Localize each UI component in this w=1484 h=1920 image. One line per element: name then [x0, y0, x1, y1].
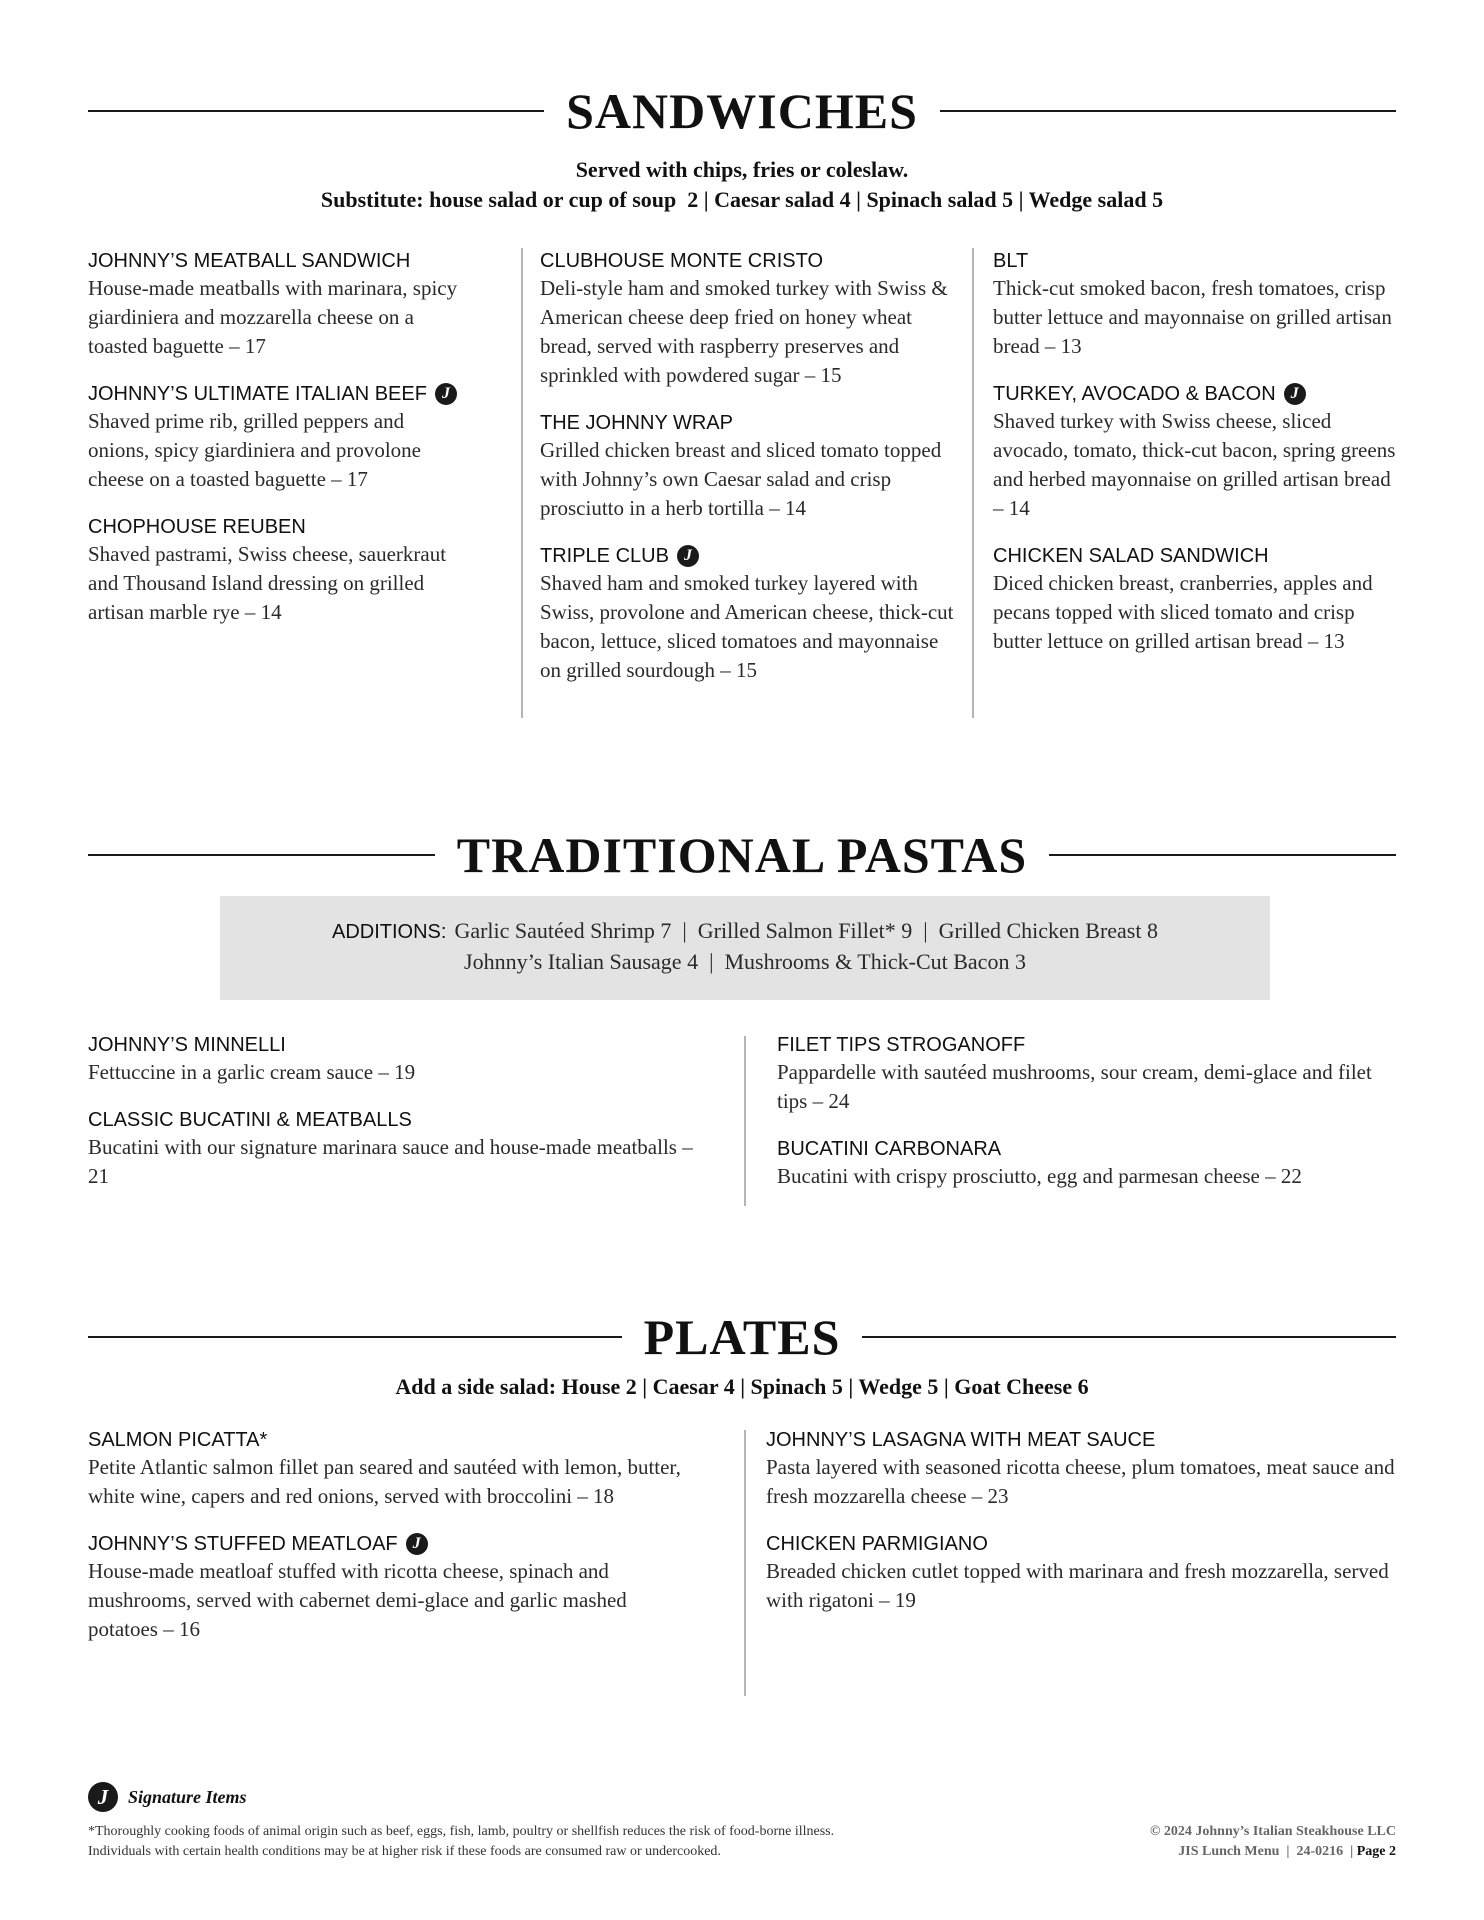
menu-item-name [88, 1107, 708, 1133]
additions-line-1 [220, 916, 1270, 947]
menu-item [777, 1032, 1397, 1116]
disclaimer-line-1: *Thoroughly cooking foods of animal origin such as beef, eggs, fish, lamb, poultry or shellfish reduces the risk of food-borne illness. [88, 1824, 835, 1839]
signature-icon [406, 1533, 428, 1555]
menu-item-name-text: JOHNNY’S ULTIMATE ITALIAN BEEF [88, 383, 427, 405]
section-title-pastas: TRADITIONAL PASTAS [456, 827, 1028, 883]
signature-label: Signature Items [128, 1786, 247, 1807]
menu-item-name-text: FILET TIPS STROGANOFF [777, 1034, 1026, 1056]
additions-text-2: Johnny’s Italian Sausage 4 | Mushrooms & Thick-Cut Bacon 3 [464, 949, 1026, 974]
menu-item-description: Bucatini with our signature marinara sauce and house-made meatballs – 21 [88, 1135, 693, 1188]
plates-col-2 [766, 1427, 1406, 1635]
plates-header [88, 1309, 1396, 1365]
section-title-plates: PLATES [643, 1309, 841, 1365]
signature-icon [435, 383, 457, 405]
menu-item-name [88, 1427, 698, 1453]
menu-item-description: Grilled chicken breast and sliced tomato topped with Johnny’s own Caesar salad and crisp prosciutto in a herb tortilla – 14 [540, 438, 942, 520]
menu-item-name [540, 410, 960, 436]
menu-item [88, 248, 468, 361]
column-divider [744, 1430, 746, 1696]
menu-item-name [777, 1136, 1397, 1162]
menu-item-name [88, 1032, 708, 1058]
menu-item [88, 1427, 698, 1511]
menu-item-name [88, 248, 468, 274]
menu-item-name-text: TRIPLE CLUB [540, 545, 669, 567]
menu-item-description: Shaved turkey with Swiss cheese, sliced avocado, tomato, thick-cut bacon, spring greens and herbed mayonnaise on grilled artisan bread – 14 [993, 409, 1396, 520]
menu-item-name-text: CHOPHOUSE REUBEN [88, 516, 306, 538]
menu-item [993, 543, 1403, 656]
menu-item-name [993, 248, 1403, 274]
menu-item [88, 514, 468, 627]
section-title-sandwiches: SANDWICHES [566, 83, 918, 139]
signature-icon [677, 545, 699, 567]
menu-item-name-text: JOHNNY’S LASAGNA WITH MEAT SAUCE [766, 1429, 1156, 1451]
plates-col-1 [88, 1427, 698, 1664]
signature-icon [88, 1782, 118, 1812]
additions-label: ADDITIONS: [332, 921, 447, 943]
column-divider [521, 248, 523, 718]
menu-item-name [88, 1531, 698, 1557]
menu-item [766, 1427, 1406, 1511]
menu-item-description: Deli-style ham and smoked turkey with Swiss & American cheese deep fried on honey wheat bread, served with raspberry preserves and sprinkled with powdered sugar – 15 [540, 276, 948, 387]
sandwiches-subtitle [88, 155, 1396, 215]
menu-item [88, 381, 468, 494]
menu-item-name [766, 1531, 1406, 1557]
menu-item-description: Shaved prime rib, grilled peppers and onions, spicy giardiniera and provolone cheese on a toasted baguette – 17 [88, 409, 422, 491]
menu-item-name-text: THE JOHNNY WRAP [540, 412, 733, 434]
menu-item-description: Diced chicken breast, cranberries, apples and pecans topped with sliced tomato and crisp butter lettuce on grilled artisan bread – 13 [993, 571, 1373, 653]
page-number: Page 2 [1356, 1844, 1396, 1859]
menu-item-description: House-made meatloaf stuffed with ricotta cheese, spinach and mushrooms, served with cabernet demi-glace and garlic mashed potatoes – 16 [88, 1559, 627, 1641]
menu-item-description: Petite Atlantic salmon fillet pan seared and sautéed with lemon, butter, white wine, capers and red onions, served with broccolini – 18 [88, 1455, 681, 1508]
header-rule-right [1049, 854, 1396, 856]
menu-item-name [88, 514, 468, 540]
header-rule-right [862, 1336, 1396, 1338]
header-rule-left [88, 854, 435, 856]
menu-item-description: Fettuccine in a garlic cream sauce – 19 [88, 1060, 416, 1084]
menu-item-name [993, 543, 1403, 569]
menu-item-name-text: CLUBHOUSE MONTE CRISTO [540, 250, 823, 272]
pastas-col-2 [777, 1032, 1397, 1211]
substitute-note: Substitute: house salad or cup of soup 2 | Caesar salad 4 | Spinach salad 5 | Wedge salad 5 [320, 187, 1164, 212]
menu-item-name [88, 381, 468, 407]
menu-item [766, 1531, 1406, 1615]
column-divider [744, 1036, 746, 1206]
menu-item-name-text: JOHNNY’S MEATBALL SANDWICH [88, 250, 411, 272]
menu-item [88, 1032, 708, 1087]
copyright-block [1150, 1822, 1396, 1862]
menu-item [993, 381, 1403, 523]
menu-item-name-text: BUCATINI CARBONARA [777, 1138, 1002, 1160]
menu-item-name [540, 543, 960, 569]
menu-code: JIS Lunch Menu | 24-0216 | [1178, 1844, 1357, 1859]
sandwiches-col-1 [88, 248, 468, 647]
additions-box [220, 896, 1270, 1000]
menu-item [88, 1107, 708, 1191]
menu-info [1150, 1842, 1396, 1862]
menu-item-name-text: BLT [993, 250, 1029, 272]
menu-item-name-text: JOHNNY’S STUFFED MEATLOAF [88, 1533, 398, 1555]
menu-item-name-text: JOHNNY’S MINNELLI [88, 1034, 286, 1056]
menu-item-name-text: SALMON PICATTA* [88, 1429, 268, 1451]
additions-text-1: Garlic Sautéed Shrimp 7 | Grilled Salmon Fillet* 9 | Grilled Chicken Breast 8 [454, 918, 1158, 943]
header-rule-left [88, 1336, 622, 1338]
pastas-col-1 [88, 1032, 708, 1211]
menu-item-name-text: CLASSIC BUCATINI & MEATBALLS [88, 1109, 412, 1131]
header-rule-right [940, 110, 1396, 112]
side-salad-note: Add a side salad: House 2 | Caesar 4 | Spinach 5 | Wedge 5 | Goat Cheese 6 [395, 1374, 1089, 1399]
menu-item-name-text: CHICKEN PARMIGIANO [766, 1533, 988, 1555]
menu-item-description: Shaved ham and smoked turkey layered with Swiss, provolone and American cheese, thick-cut bacon, lettuce, sliced tomatoes and mayonnaise on grilled sourdough – 15 [540, 571, 954, 682]
menu-item-name [777, 1032, 1397, 1058]
menu-item [540, 543, 960, 685]
column-divider [972, 248, 974, 718]
disclaimer-line-2: Individuals with certain health conditions may be at higher risk if these foods are consumed raw or undercooked. [88, 1844, 721, 1859]
menu-item-name [540, 248, 960, 274]
menu-item-description: Thick-cut smoked bacon, fresh tomatoes, crisp butter lettuce and mayonnaise on grilled artisan bread – 13 [993, 276, 1392, 358]
sandwiches-col-2 [540, 248, 960, 705]
sides-note: Served with chips, fries or coleslaw. [575, 157, 909, 182]
menu-item [540, 248, 960, 390]
menu-item-description: Pappardelle with sautéed mushrooms, sour cream, demi-glace and filet tips – 24 [777, 1060, 1372, 1113]
sandwiches-header [88, 83, 1396, 139]
food-safety-disclaimer [88, 1822, 1048, 1862]
menu-item-description: House-made meatballs with marinara, spicy giardiniera and mozzarella cheese on a toasted baguette – 17 [88, 276, 458, 358]
pastas-header [88, 827, 1396, 883]
menu-item [993, 248, 1403, 361]
menu-item-description: Bucatini with crispy prosciutto, egg and parmesan cheese – 22 [777, 1164, 1302, 1188]
signature-icon [1284, 383, 1306, 405]
header-rule-left [88, 110, 544, 112]
menu-item [540, 410, 960, 523]
menu-item-name-text: CHICKEN SALAD SANDWICH [993, 545, 1269, 567]
menu-item-name [993, 381, 1403, 407]
menu-item-name-text: TURKEY, AVOCADO & BACON [993, 383, 1276, 405]
menu-item-description: Breaded chicken cutlet topped with marinara and fresh mozzarella, served with rigatoni – 19 [766, 1559, 1389, 1612]
menu-item-description: Shaved pastrami, Swiss cheese, sauerkraut and Thousand Island dressing on grilled artisan marble rye – 14 [88, 542, 447, 624]
sandwiches-col-3 [993, 248, 1403, 676]
menu-item [88, 1531, 698, 1644]
menu-item-name [766, 1427, 1406, 1453]
copyright-text: © 2024 Johnny’s Italian Steakhouse LLC [1149, 1824, 1396, 1839]
signature-legend [88, 1782, 247, 1812]
menu-item [777, 1136, 1397, 1191]
menu-item-description: Pasta layered with seasoned ricotta cheese, plum tomatoes, meat sauce and fresh mozzarella cheese – 23 [766, 1455, 1395, 1508]
